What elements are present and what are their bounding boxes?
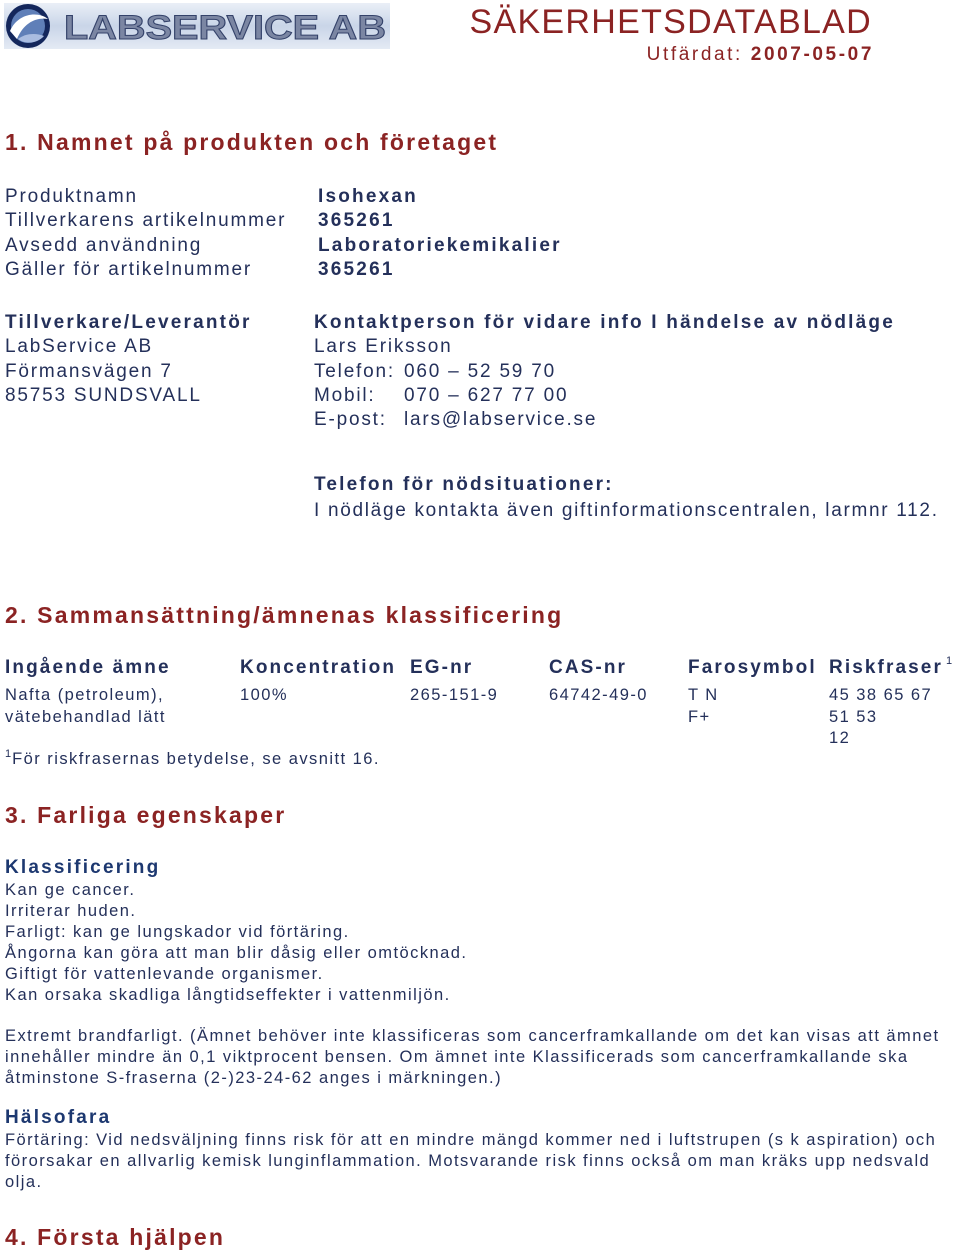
- cell-eg-nr: 265-151-9: [410, 686, 499, 704]
- labservice-globe-icon: [6, 4, 50, 48]
- note-line: innehåller mindre än 0,1 viktprocent bensen. Om ämnet inte Klassificerads som cancerframkallande ska: [5, 1048, 909, 1066]
- footnote-marker: 1: [945, 655, 953, 667]
- contact-email-label: E-post:: [314, 409, 387, 431]
- section-1-heading: 1. Namnet på produkten och företaget: [5, 129, 499, 155]
- risk-phrases-label: Riskfraser: [829, 657, 943, 678]
- cell-cas-nr: 64742-49-0: [549, 686, 648, 704]
- section-3-heading: 3. Farliga egenskaper: [5, 802, 287, 828]
- contact-mobile: 070 – 627 77 00: [404, 384, 569, 406]
- classification-line: Kan ge cancer.: [5, 881, 136, 899]
- cell-hazard-symbol: [688, 685, 829, 750]
- substance-line: vätebehandlad lätt: [5, 707, 166, 726]
- column-header-risk-phrases: [829, 656, 955, 682]
- health-hazard-heading: Hälsofara: [5, 1107, 112, 1128]
- emergency-block: [314, 472, 939, 524]
- intended-use-label: Avsedd användning: [5, 234, 203, 256]
- classification-list: [5, 880, 467, 1006]
- supplier-block: [5, 311, 252, 408]
- supplier-company: LabService AB: [5, 336, 154, 358]
- document-title: SÄKERHETSDATABLAD: [469, 3, 872, 41]
- risk-phrase-line: 12: [829, 729, 851, 747]
- table-row: [5, 685, 955, 750]
- supplier-heading: Tillverkare/Leverantör: [5, 312, 252, 333]
- contact-email: lars@labservice.se: [404, 409, 598, 431]
- composition-table: [5, 656, 955, 750]
- cell-concentration: 100%: [240, 686, 289, 704]
- emergency-text: I nödläge kontakta även giftinformationscentralen, larmnr 112.: [314, 500, 939, 521]
- contact-phone: 060 – 52 59 70: [404, 360, 556, 382]
- product-row: [5, 185, 562, 209]
- applies-to-article-number-value: 365261: [318, 259, 395, 281]
- cell-risk-phrases: [829, 685, 955, 750]
- hazard-symbol-line: F+: [688, 707, 711, 726]
- contact-heading: Kontaktperson för vidare info I händelse av nödläge: [314, 312, 895, 333]
- note-line: Extremt brandfarligt. (Ämnet behöver inte klassificeras som cancerframkallande om det kan visas att ämnet: [5, 1027, 940, 1045]
- contact-mobile-line: [314, 384, 895, 408]
- section-4-heading: 4. Första hjälpen: [5, 1224, 226, 1250]
- contact-mobile-label: Mobil:: [314, 384, 376, 406]
- product-info: [5, 185, 562, 283]
- contact-name: Lars Eriksson: [314, 336, 453, 358]
- supplier-postal-city: 85753 SUNDSVALL: [5, 384, 202, 406]
- supplier-street: Förmansvägen 7: [5, 360, 173, 382]
- risk-phrase-line: 51 53: [829, 707, 878, 726]
- column-header-concentration: Koncentration: [240, 657, 397, 678]
- cell-substance: [5, 685, 240, 750]
- classification-line: Ångorna kan göra att man blir dåsig eller omtöcknad.: [5, 944, 468, 962]
- section-2-heading: 2. Sammansättning/ämnenas klassificering: [5, 602, 564, 628]
- health-line: Förtäring: Vid nedsväljning finns risk för att en mindre mängd kommer ned i luftstrupen (s k aspiration) och: [5, 1131, 937, 1149]
- contact-email-line: [314, 408, 895, 432]
- classification-line: Irriterar huden.: [5, 902, 137, 920]
- classification-line: Giftigt för vattenlevande organismer.: [5, 965, 324, 983]
- product-name-value: Isohexan: [318, 186, 418, 207]
- manufacturer-article-number-label: Tillverkarens artikelnummer: [5, 210, 287, 232]
- table-header-row: [5, 656, 955, 682]
- footnote-text: För riskfrasernas betydelse, se avsnitt 16.: [12, 750, 380, 768]
- column-header-substance: Ingående ämne: [5, 657, 171, 678]
- classification-line: Kan orsaka skadliga långtidseffekter i vattenmiljön.: [5, 986, 451, 1004]
- product-name-label: Produktnamn: [5, 186, 138, 207]
- manufacturer-article-number-value: 365261: [318, 210, 395, 232]
- health-hazard-text: [5, 1130, 936, 1193]
- company-logo: [4, 3, 390, 49]
- note-line: åtminstone S-fraserna (2-)23-24-62 anges i märkningen.): [5, 1069, 503, 1087]
- contact-block: [314, 311, 895, 432]
- footnote-mark: 1: [5, 748, 12, 760]
- contact-phone-line: [314, 360, 895, 384]
- issue-date-label: Utfärdat:: [646, 44, 743, 65]
- column-header-hazard-symbol: Farosymbol: [688, 657, 817, 678]
- issue-date: 2007-05-07: [750, 44, 874, 65]
- column-header-eg-nr: EG-nr: [410, 657, 474, 678]
- health-line: förorsakar en allvarlig kemisk lunginflammation. Motsvarande risk finns också om man kräks upp nedsvald: [5, 1152, 931, 1170]
- risk-phrase-line: 45 38 65 67: [829, 686, 933, 704]
- health-line: olja.: [5, 1173, 43, 1191]
- product-row: [5, 234, 562, 258]
- substance-line: Nafta (petroleum),: [5, 686, 165, 704]
- applies-to-article-number-label: Gäller för artikelnummer: [5, 259, 252, 281]
- hazard-symbol-line: T N: [688, 686, 719, 704]
- issue-date-line: [647, 43, 874, 67]
- product-row: [5, 209, 562, 233]
- emergency-heading: Telefon för nödsituationer:: [314, 474, 614, 495]
- product-row: [5, 258, 562, 282]
- table-footnote: [5, 749, 380, 772]
- contact-phone-label: Telefon:: [314, 360, 395, 382]
- flammability-note: [5, 1026, 940, 1089]
- column-header-cas-nr: CAS-nr: [549, 657, 628, 678]
- logo-wordmark: LABSERVICE AB: [64, 9, 386, 47]
- classification-line: Farligt: kan ge lungskador vid förtäring.: [5, 923, 350, 941]
- classification-heading: Klassificering: [5, 857, 161, 878]
- intended-use-value: Laboratoriekemikalier: [318, 234, 562, 256]
